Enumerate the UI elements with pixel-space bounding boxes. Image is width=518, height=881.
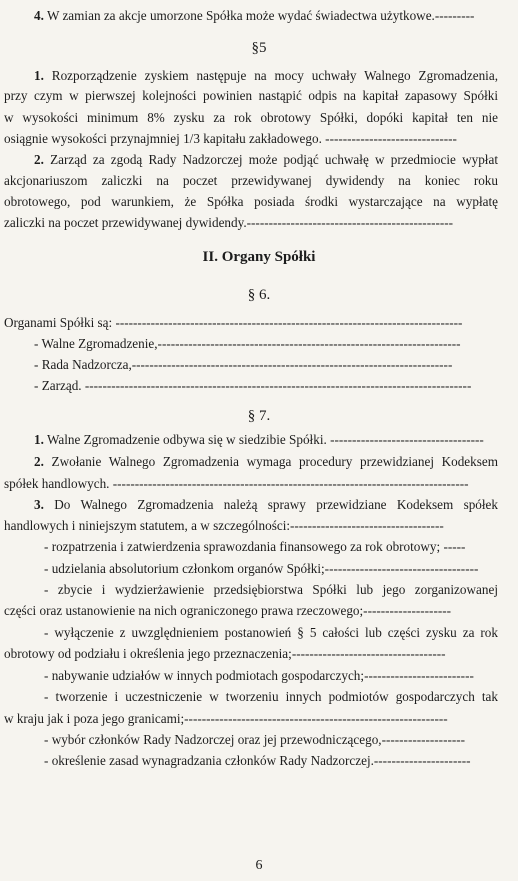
point-number: 2. <box>34 152 44 167</box>
section-5-point-2-line-4: zaliczki na poczet przewidywanej dywidendy.----------------------------------------------- <box>4 215 454 230</box>
section-7-point-3-item-3-line-1: - zbycie i wydzierżawienie przedsiębiorstwa Spółki lub jego zorganizowanej <box>44 582 498 597</box>
section-7-point-2-line-2: spółek handlowych. --------------------------------------------------------------------------------- <box>4 476 469 491</box>
section-7-heading: § 7. <box>247 408 271 424</box>
section-7-point-1 <box>34 432 498 448</box>
section-7-point-3-line-1 <box>34 497 498 513</box>
point-number: 2. <box>34 454 44 469</box>
section-6-line-4: - Zarząd. ---------------------------------------------------------------------------------------- <box>34 378 472 393</box>
point-number: 1. <box>34 432 44 447</box>
point-text: Zarząd za zgodą Rady Nadzorczej może podjąć uchwałę w przedmiocie wypłat <box>50 152 498 167</box>
point-number: 1. <box>34 68 44 83</box>
section-5-point-1-line-3: w wysokości minimum 8% zysku za rok obrotowy Spółki, dopóki kapitał ten nie <box>4 110 498 125</box>
section-7-point-2-line-1 <box>34 454 498 470</box>
section-7-point-3-item-1: - rozpatrzenia i zatwierdzenia sprawozdania finansowego za rok obrotowy; ----- <box>44 539 466 554</box>
section-6-line-1: Organami Spółki są: ------------------------------------------------------------------------------- <box>4 315 463 330</box>
section-5-point-1-line-1 <box>34 68 498 84</box>
section-5-point-1-line-4: osiągnie wysokości przynajmniej 1/3 kapitału zakładowego. ------------------------------ <box>4 131 457 146</box>
section-5-heading: §5 <box>251 40 267 56</box>
point-text: Do Walnego Zgromadzenia należą sprawy przewidziane Kodeksem spółek <box>54 497 498 512</box>
section-5-point-2-line-2: akcjonariuszom zaliczki na poczet przewidywanej dywidendy na koniec roku <box>4 173 498 188</box>
section-7-point-3-item-5: - nabywanie udziałów w innych podmiotach gospodarczych;------------------------- <box>44 668 474 683</box>
section-6-line-2: - Walne Zgromadzenie,--------------------------------------------------------------------- <box>34 336 461 351</box>
section-6-heading: § 6. <box>247 287 271 303</box>
paragraph-text: W zamian za akcje umorzone Spółka może wydać świadectwa użytkowe.--------- <box>46 8 475 23</box>
section-5-point-1-line-2: przy czym w pierwszej kolejności powinien nastąpić odpis na kapitał zapasowy Spółki <box>4 88 498 103</box>
section-7-point-3-item-2: - udzielania absolutorium członkom organów Spółki;----------------------------------- <box>44 561 479 576</box>
chapter-heading: II. Organy Spółki <box>202 249 316 265</box>
point-text: Zwołanie Walnego Zgromadzenia wymaga procedury przewidzianej Kodeksem <box>51 454 498 469</box>
paragraph-4 <box>34 8 494 24</box>
section-6-line-3: - Rada Nadzorcza,------------------------------------------------------------------------- <box>34 357 453 372</box>
point-text: Walne Zgromadzenie odbywa się w siedzibie Spółki. ----------------------------------- <box>46 432 484 447</box>
section-7-point-3-item-8: - określenie zasad wynagradzania członków Rady Nadzorczej.---------------------- <box>44 753 471 768</box>
section-7-point-3-item-4-line-1: - wyłączenie z uwzględnieniem postanowień § 5 całości lub części zysku za rok <box>44 625 498 640</box>
page-number: 6 <box>255 858 263 873</box>
section-5-point-2-line-1 <box>34 152 498 168</box>
section-7-point-3-item-7: - wybór członków Rady Nadzorczej oraz jej przewodniczącego,------------------- <box>44 732 466 747</box>
section-7-point-3-item-3-line-2: części oraz ustanowienie na nich ograniczonego prawa rzeczowego;-------------------- <box>4 603 452 618</box>
point-text: Rozporządzenie zyskiem następuje na mocy uchwały Walnego Zgromadzenia, <box>51 68 498 83</box>
section-7-point-3-item-4-line-2: obrotowy od podziału i określenia jego przeznaczenia;----------------------------------- <box>4 646 446 661</box>
section-5-point-2-line-3: obrotowego, pod warunkiem, że Spółka posiada środki wystarczające na wypłatę <box>4 194 498 209</box>
paragraph-number: 4. <box>34 8 44 23</box>
section-7-point-3-item-6-line-2: w kraju jak i poza jego granicami;------------------------------------------------------------ <box>4 711 448 726</box>
section-7-point-3-line-2: handlowych i niniejszym statutem, a w szczególności:----------------------------------- <box>4 518 444 533</box>
section-7-point-3-item-6-line-1: - tworzenie i uczestniczenie w tworzeniu innych podmiotów gospodarczych tak <box>44 689 498 704</box>
point-number: 3. <box>34 497 44 512</box>
